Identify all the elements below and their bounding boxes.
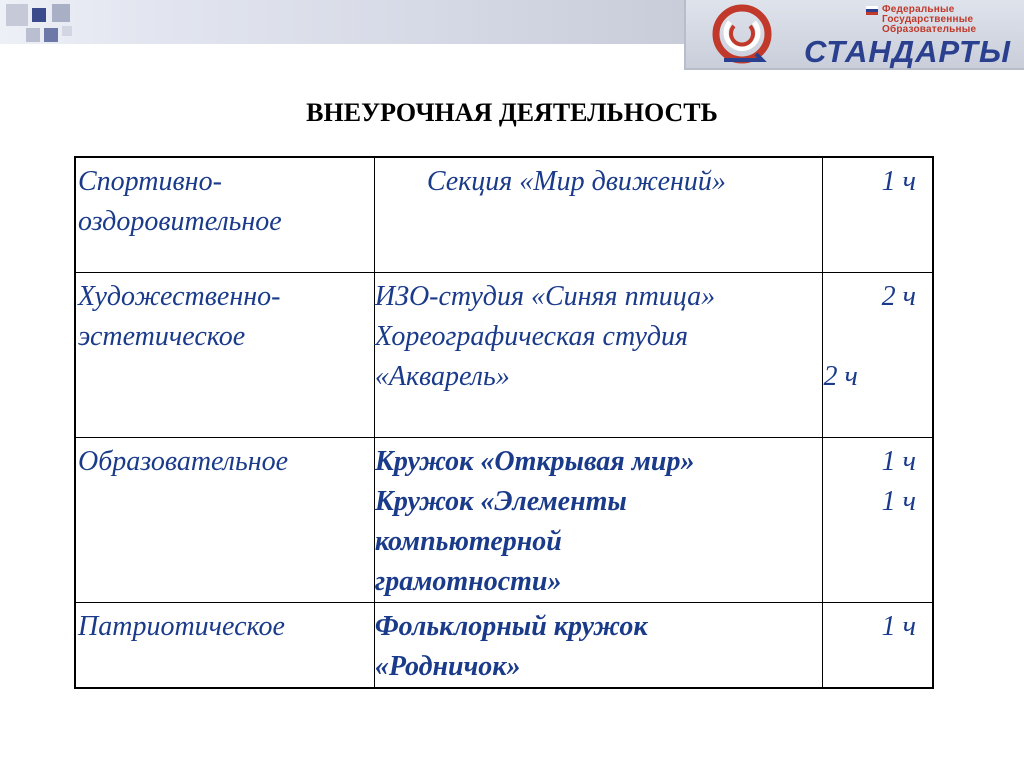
table-row	[75, 157, 933, 273]
direction-cell	[75, 157, 374, 273]
logo-line-3: Образовательные	[882, 24, 977, 35]
hours-cell	[823, 438, 933, 603]
activity-text: Секция «Мир движений»	[426, 166, 726, 197]
top-decorative-band	[0, 0, 700, 44]
activity-table	[74, 156, 934, 689]
direction-text: Образовательное	[78, 446, 289, 477]
fgos-logo	[684, 0, 1024, 70]
hours-text: 1 ч	[881, 611, 916, 642]
activity-cell	[374, 157, 823, 273]
logo-main-text: СТАНДАРТЫ	[804, 34, 1011, 69]
hours-cell	[823, 273, 933, 438]
activity-text: ИЗО-студия «Синяя птица»	[374, 281, 716, 312]
direction-cell	[75, 273, 374, 438]
hours-cell	[823, 603, 933, 689]
decor-square	[26, 28, 40, 42]
spacer	[823, 317, 932, 357]
table-row	[75, 603, 933, 689]
hours-text: 2 ч	[823, 361, 858, 392]
table-row	[75, 438, 933, 603]
decor-square	[62, 26, 72, 36]
decor-square	[32, 8, 46, 22]
hours-text: 2 ч	[881, 281, 916, 312]
direction-text: Патриотическое	[78, 611, 285, 642]
direction-cell	[75, 603, 374, 689]
decor-square	[52, 4, 70, 22]
activity-cell	[374, 603, 823, 689]
activity-text: «Акварель»	[374, 361, 510, 392]
logo-line-1: Федеральные	[882, 4, 955, 15]
logo-line-2: Государственные	[882, 14, 974, 25]
activity-text: грамотности»	[374, 566, 562, 597]
direction-text: Художественно-	[78, 281, 281, 312]
activity-text: компьютерной	[374, 526, 562, 557]
activity-text: Кружок «Элементы	[374, 486, 627, 517]
page-title: ВНЕУРОЧНАЯ ДЕЯТЕЛЬНОСТЬ	[306, 98, 718, 127]
direction-text: Спортивно-	[78, 166, 222, 197]
hours-text: 1 ч	[881, 166, 916, 197]
activity-cell	[374, 273, 823, 438]
decor-square	[44, 28, 58, 42]
activity-text: Кружок «Открывая мир»	[374, 446, 695, 477]
activity-text: Хореографическая студия	[374, 321, 688, 352]
hours-text: 1 ч	[881, 486, 916, 517]
hours-text: 1 ч	[881, 446, 916, 477]
russian-flag-icon	[866, 6, 878, 15]
table-row	[75, 273, 933, 438]
activity-text: Фольклорный кружок	[374, 611, 648, 642]
activity-text: «Родничок»	[374, 651, 521, 682]
direction-cell	[75, 438, 374, 603]
activity-cell	[374, 438, 823, 603]
hours-cell	[823, 157, 933, 273]
direction-text: оздоровительное	[78, 206, 282, 237]
direction-text: эстетическое	[78, 321, 246, 352]
fgos-emblem-icon	[710, 4, 780, 66]
decor-square	[6, 4, 28, 26]
